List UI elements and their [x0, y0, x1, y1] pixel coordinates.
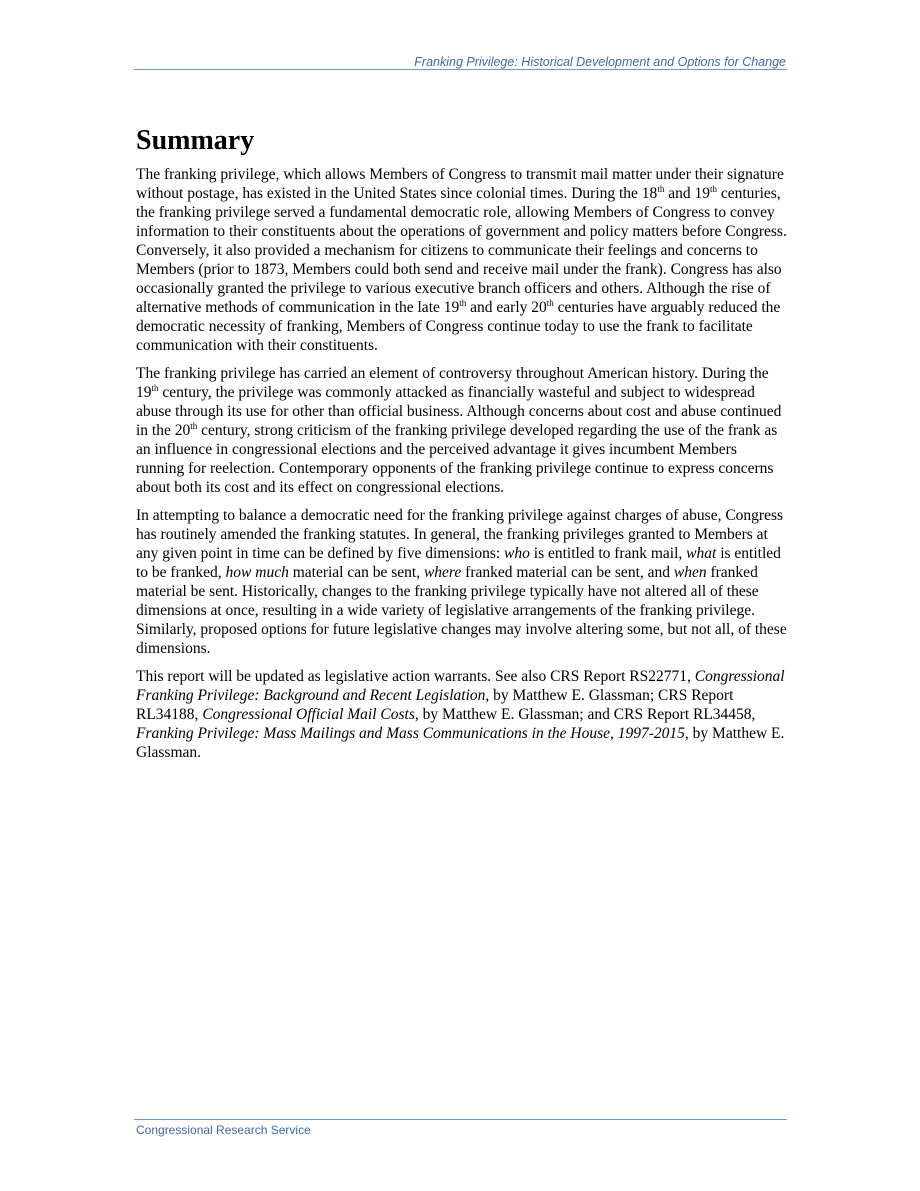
p3-text-4: material can be sent,	[288, 564, 424, 581]
p3-text-6: franked material be sent. Historically, changes to the franking privilege typically have not altered all of these dimensions at once, resulting in a wide variety of legislative arrangements of the franking privilege. Similarly, proposed options for future legislative changes may involve altering some, but not all, of these dimensions.	[136, 564, 787, 657]
p3-where: where	[423, 564, 462, 581]
p1-sup-1: th	[657, 183, 665, 194]
p1-text-1: The franking privilege, which allows Members of Congress to transmit mail matter under their signature without postage, has existed in the United States since colonial times. During the 18	[136, 166, 784, 202]
summary-paragraph-1	[136, 165, 787, 355]
report-title-rs22771: Congressional Franking Privilege: Background and Recent Legislation	[136, 668, 785, 704]
p3-who: who	[504, 545, 530, 562]
p3-how-much: how much	[225, 564, 289, 581]
p3-text-2: is entitled to frank mail,	[529, 545, 687, 562]
p3-when: when	[673, 564, 707, 581]
p1-text-3: centuries, the franking privilege served a fundamental democratic role, allowing Members of Congress to convey information to their constituents about the operations of government and policy matters before Congress. Conversely, it also provided a mechanism for citizens to communicate their feelings and concerns to Members (prior to 1873, Members could both send and receive mail under the frank). Congress has also occasionally granted the privilege to various executive branch officers and others. Although the rise of alternative methods of communication in the late 19	[136, 185, 787, 316]
p4-text-4: , by Matthew E. Glassman.	[136, 725, 785, 761]
p3-text-5: franked material can be sent, and	[461, 564, 674, 581]
header-rule	[134, 69, 787, 70]
summary-heading: Summary	[136, 125, 255, 156]
report-title-rl34188: Congressional Official Mail Costs	[202, 706, 415, 723]
p1-text-2: and 19	[664, 185, 710, 202]
summary-paragraph-3	[136, 506, 787, 658]
summary-paragraph-2	[136, 364, 787, 497]
p3-what: what	[686, 545, 717, 562]
p2-text-3: century, strong criticism of the franking privilege developed regarding the use of the frank as an influence in congressional elections and the perceived advantage it gives incumbent Members running for reelection. Contemporary opponents of the franking privilege continue to express concerns about both its cost and its effect on congressional elections.	[136, 422, 778, 496]
p4-text-3: , by Matthew E. Glassman; and CRS Report RL34458,	[414, 706, 756, 723]
p4-text-2: , by Matthew E. Glassman; CRS Report RL34188,	[136, 687, 734, 723]
p2-sup-1: th	[151, 382, 159, 393]
p1-text-4: and early 20	[466, 299, 547, 316]
p1-sup-3: th	[459, 297, 467, 308]
p2-sup-2: th	[190, 420, 198, 431]
summary-paragraph-4	[136, 667, 787, 762]
p2-text-2: century, the privilege was commonly attacked as financially wasteful and subject to widespread abuse through its use for other than official business. Although concerns about cost and abuse continued in the 20	[136, 384, 782, 439]
p1-sup-2: th	[709, 183, 717, 194]
summary-section	[136, 122, 787, 771]
p3-text-1: In attempting to balance a democratic need for the franking privilege against charges of abuse, Congress has routinely amended the franking statutes. In general, the franking privileges granted to Members at any given point in time can be defined by five dimensions:	[136, 507, 784, 562]
p1-text-5: centuries have arguably reduced the democratic necessity of franking, Members of Congress continue today to use the frank to facilitate communication with their constituents.	[136, 299, 781, 354]
p4-text-1: This report will be updated as legislative action warrants. See also CRS Report RS22771,	[136, 668, 695, 685]
footer-organization: Congressional Research Service	[136, 1123, 311, 1137]
report-title-rl34458: Franking Privilege: Mass Mailings and Mass Communications in the House, 1997-2015	[136, 725, 685, 742]
running-header-title: Franking Privilege: Historical Development and Options for Change	[414, 55, 786, 69]
p2-text-1: The franking privilege has carried an element of controversy throughout American history. During the 19	[136, 365, 769, 401]
p1-sup-4: th	[546, 297, 554, 308]
p3-text-3: is entitled to be franked,	[136, 545, 781, 581]
footer-rule	[134, 1119, 787, 1120]
